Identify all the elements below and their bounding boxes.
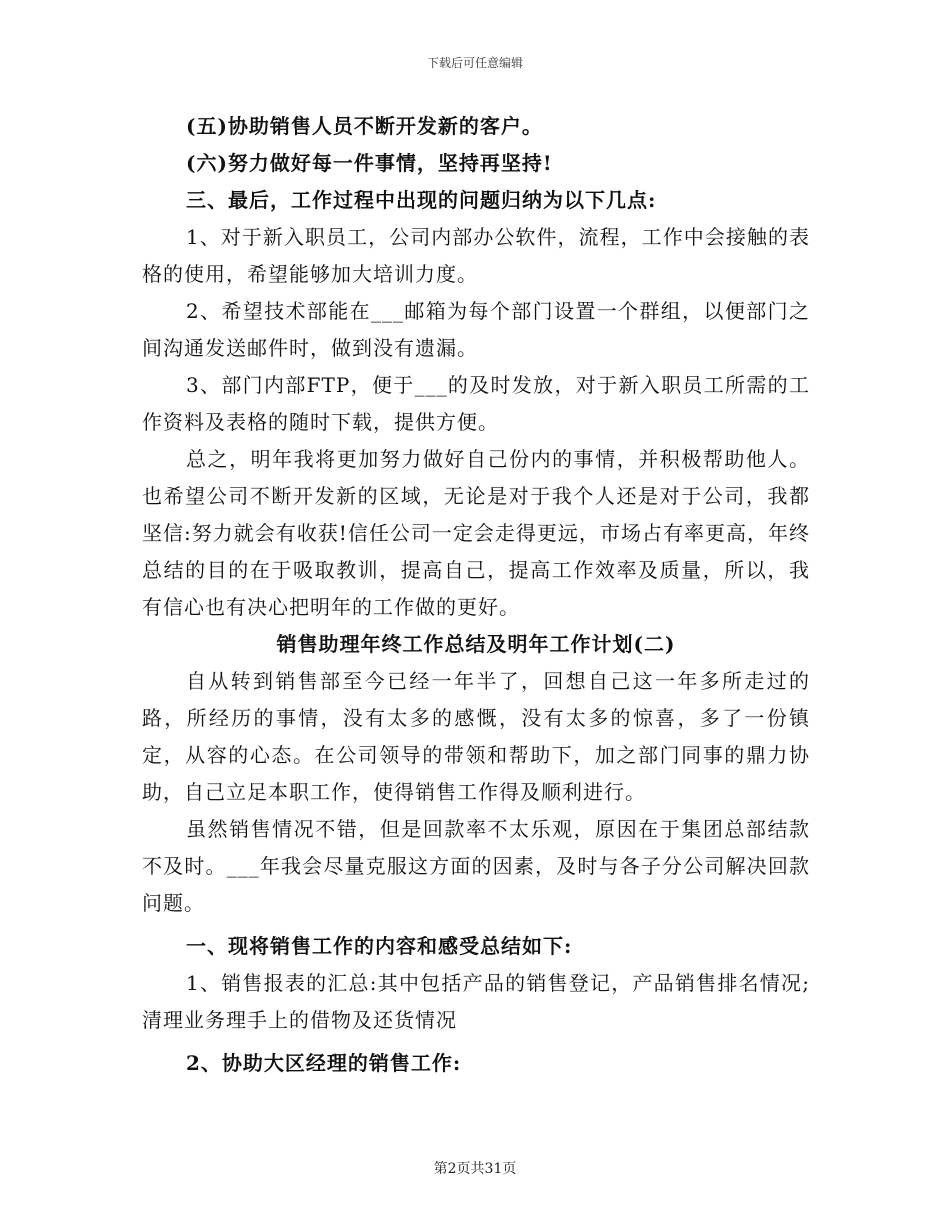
section-heading-3: 三、最后，工作过程中出现的问题归纳为以下几点:	[186, 188, 657, 212]
section-heading-2: 2、协助大区经理的销售工作:	[186, 1051, 462, 1075]
paragraph-issue-3: 3、部门内部FTP，便于___的及时发放，对于新入职员工所需的工作资料及表格的随时下载，提供方便。	[142, 373, 810, 434]
paragraph-issue-1: 1、对于新入职员工，公司内部办公软件，流程，工作中会接触的表格的使用，希望能够加大培训力度。	[142, 225, 810, 286]
section-title: 销售助理年终工作总结及明年工作计划(二)	[276, 632, 676, 656]
page-header: 下载后可任意编辑	[426, 56, 523, 70]
paragraph-intro: 自从转到销售部至今已经一年半了，回想自己这一年多所走过的路，所经历的事情，没有太多的感慨，没有太多的惊喜，多了一份镇定，从容的心态。在公司领导的带领和帮助下，加之部门同事的鼎力协助，自己立足本职工作，使得销售工作得及顺利进行。	[142, 669, 810, 804]
paragraph-conclusion: 总之，明年我将更加努力做好自己份内的事情，并积极帮助他人。也希望公司不断开发新的区域，无论是对于我个人还是对于公司，我都坚信:努力就会有收获!信任公司一定会走得更远，市场占有率更高，年终总结的目的在于吸取教训，提高自己，提高工作效率及质量，所以，我有信心也有决心把明年的工作做的更好。	[142, 447, 810, 619]
paragraph-sales: 虽然销售情况不错，但是回款率不太乐观，原因在于集团总部结款不及时。___年我会尽量克服这方面的因素，及时与各子分公司解决回款问题。	[142, 817, 810, 915]
paragraph-issue-2: 2、希望技术部能在___邮箱为每个部门设置一个群组，以便部门之间沟通发送邮件时，做到没有遗漏。	[142, 299, 810, 360]
paragraph-report: 1、销售报表的汇总:其中包括产品的销售登记，产品销售排名情况;清理业务理手上的借物及还货情况	[142, 971, 810, 1032]
section-heading-1: 一、现将销售工作的内容和感受总结如下:	[186, 934, 573, 958]
paragraph-item-5: (五)协助销售人员不断开发新的客户。	[186, 114, 543, 138]
paragraph-item-6: (六)努力做好每一件事情，坚持再坚持!	[186, 151, 553, 175]
document-body	[142, 108, 810, 1082]
page-number: 第2页共31页	[433, 1161, 517, 1177]
